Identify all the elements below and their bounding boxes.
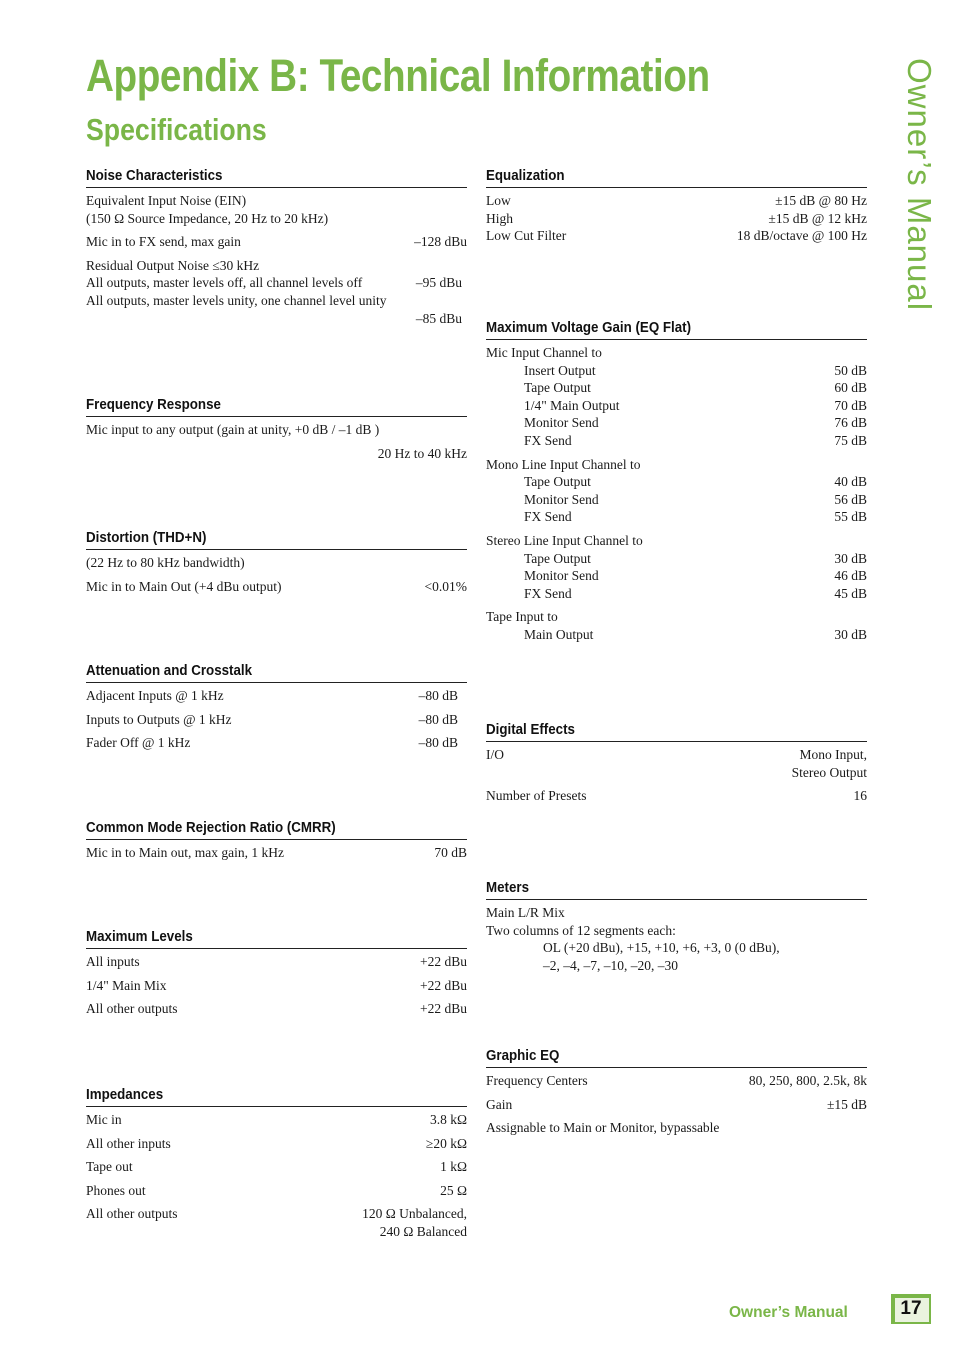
spec-row: Tape out 1 kΩ <box>86 1159 467 1175</box>
graphic-eq-section <box>486 1048 867 1137</box>
spec-row: Mono Line Input Channel to <box>486 456 641 472</box>
spec-row: Mic in to FX send, max gain –128 dBu <box>86 234 467 250</box>
side-tab <box>900 58 940 328</box>
spec-row: 240 Ω Balanced <box>379 1223 467 1239</box>
section-heading: Frequency Response <box>86 397 467 417</box>
digital-effects-section <box>486 722 867 805</box>
spec-row: All other outputs 120 Ω Unbalanced, <box>86 1206 467 1222</box>
spec-row: Main Output 30 dB <box>524 626 867 642</box>
spec-row: (150 Ω Source Impedance, 20 Hz to 20 kHz) <box>86 210 329 226</box>
spec-row: Equivalent Input Noise (EIN) <box>86 193 247 208</box>
spec-row: Adjacent Inputs @ 1 kHz –80 dB <box>86 688 458 703</box>
spec-row: Fader Off @ 1 kHz –80 dB <box>86 735 458 751</box>
spec-row: Tape Input to <box>486 609 558 625</box>
spec-row: Monitor Send 56 dB <box>524 491 867 507</box>
section-heading: Distortion (THD+N) <box>86 530 467 550</box>
spec-row: Mic input to any output (gain at unity, +0 dB / –1 dB ) <box>86 422 380 437</box>
spec-row: Monitor Send 46 dB <box>524 568 867 584</box>
page-title: Appendix B: Technical Information <box>86 50 710 101</box>
section-heading: Digital Effects <box>486 722 867 742</box>
side-tab-label: Owner’s Manual <box>901 58 938 312</box>
spec-row: Mic in to Main Out (+4 dBu output) <0.01% <box>86 578 467 594</box>
spec-row: Low ±15 dB @ 80 Hz <box>486 193 867 208</box>
section-heading: Common Mode Rejection Ratio (CMRR) <box>86 820 467 840</box>
spec-row: Mic in to Main out, max gain, 1 kHz 70 dB <box>86 845 467 860</box>
spec-row: Phones out 25 Ω <box>86 1182 467 1198</box>
spec-row: Mic Input Channel to <box>486 345 602 360</box>
voltage-gain-section <box>486 320 867 644</box>
cmrr-section <box>86 820 467 862</box>
spec-row: FX Send 45 dB <box>524 585 867 601</box>
spec-row: Stereo Line Input Channel to <box>486 532 643 548</box>
spec-row: –85 dBu <box>415 310 462 326</box>
spec-row: Low Cut Filter 18 dB/octave @ 100 Hz <box>486 228 867 244</box>
spec-row: –2, –4, –7, –10, –20, –30 <box>543 957 678 973</box>
spec-row: Frequency Centers 80, 250, 800, 2.5k, 8k <box>486 1073 867 1088</box>
spec-row: All inputs +22 dBu <box>86 954 467 969</box>
spec-row: FX Send 55 dB <box>524 509 867 525</box>
spec-row: Tape Output 60 dB <box>524 380 867 396</box>
spec-row: (22 Hz to 80 kHz bandwidth) <box>86 555 245 570</box>
spec-row: Gain ±15 dB <box>486 1096 867 1112</box>
spec-row: Inputs to Outputs @ 1 kHz –80 dB <box>86 711 458 727</box>
section-heading: Noise Characteristics <box>86 168 467 188</box>
impedances-section <box>86 1087 467 1241</box>
spec-row: All other inputs ≥20 kΩ <box>86 1135 467 1151</box>
spec-row: High ±15 dB @ 12 kHz <box>486 210 867 226</box>
attenuation-section <box>86 663 467 752</box>
section-heading: Maximum Levels <box>86 929 467 949</box>
spec-row: Stereo Output <box>791 764 867 780</box>
spec-row: 20 Hz to 40 kHz <box>377 445 467 461</box>
section-heading: Equalization <box>486 168 867 188</box>
equalization-section <box>486 168 867 245</box>
page-number: 17 <box>891 1294 931 1324</box>
footer-label: Owner’s Manual <box>729 1304 848 1321</box>
distortion-section <box>86 530 467 595</box>
section-heading: Meters <box>486 880 867 900</box>
section-heading: Maximum Voltage Gain (EQ Flat) <box>486 320 867 340</box>
section-heading: Impedances <box>86 1087 467 1107</box>
spec-row: Monitor Send 76 dB <box>524 415 867 431</box>
max-levels-section <box>86 929 467 1018</box>
page-subtitle: Specifications <box>86 112 267 147</box>
spec-row: I/O Mono Input, <box>486 747 867 762</box>
section-heading: Graphic EQ <box>486 1048 867 1068</box>
frequency-section <box>86 397 467 462</box>
spec-row: Insert Output 50 dB <box>524 362 867 378</box>
spec-row: Tape Output 30 dB <box>524 550 867 566</box>
spec-row: Tape Output 40 dB <box>524 474 867 490</box>
spec-row: All outputs, master levels unity, one channel level unity <box>86 292 387 308</box>
spec-row: OL (+20 dBu), +15, +10, +6, +3, 0 (0 dBu), <box>543 940 780 956</box>
section-heading: Attenuation and Crosstalk <box>86 663 467 683</box>
spec-row: All outputs, master levels off, all channel levels off –95 dBu <box>86 275 462 291</box>
noise-section <box>86 168 467 327</box>
spec-row: Residual Output Noise ≤30 kHz <box>86 257 260 273</box>
meters-section <box>486 880 867 974</box>
spec-row: FX Send 75 dB <box>524 432 867 448</box>
spec-row: 1/4" Main Mix +22 dBu <box>86 977 467 993</box>
spec-row: Assignable to Main or Monitor, bypassable <box>486 1120 720 1136</box>
spec-row: All other outputs +22 dBu <box>86 1001 467 1017</box>
spec-row: Mic in 3.8 kΩ <box>86 1112 467 1127</box>
spec-row: Main L/R Mix <box>486 905 565 920</box>
spec-row: Number of Presets 16 <box>486 788 867 804</box>
spec-row: Two columns of 12 segments each: <box>486 922 676 938</box>
spec-row: 1/4" Main Output 70 dB <box>524 397 867 413</box>
